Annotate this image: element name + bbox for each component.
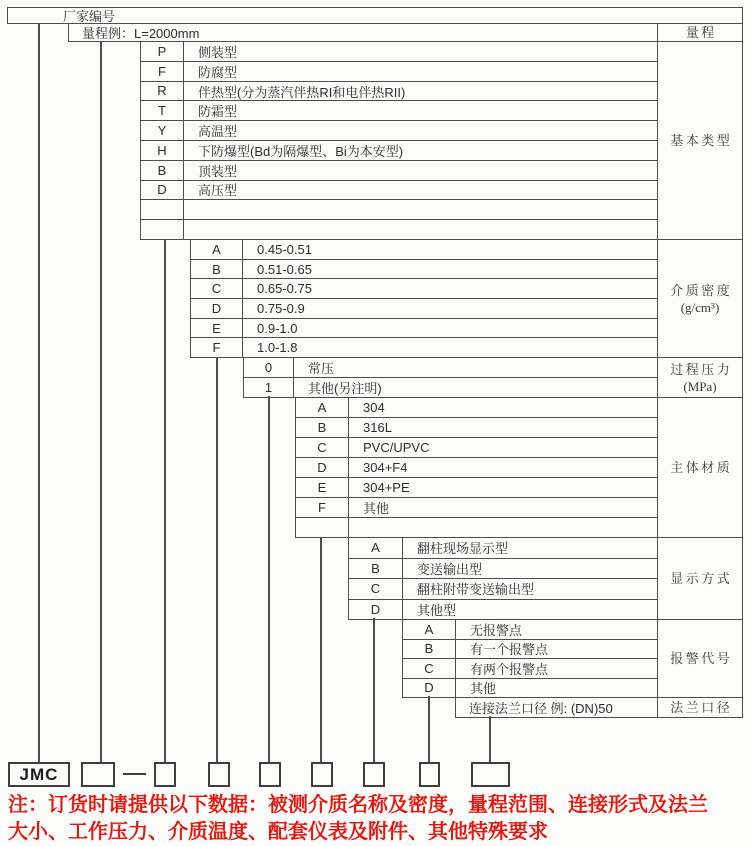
model-code-box-flange: [471, 762, 510, 787]
desc-cell: 304: [363, 400, 385, 415]
table-row: [191, 337, 657, 357]
desc-cell: 其他型: [417, 602, 457, 618]
desc-cell: 翻柱现场显示型: [417, 541, 509, 557]
body-material-label: 主体材质: [657, 398, 742, 537]
table-row: [191, 278, 657, 298]
table-row: [349, 578, 657, 599]
code-cell: A: [349, 538, 403, 558]
connector-line-factory: [38, 23, 40, 763]
range-label: 量程: [657, 24, 742, 41]
code-cell: E: [191, 319, 243, 338]
desc-cell: 防霜型: [198, 104, 238, 120]
separator-dash: [123, 773, 146, 775]
code-cell: B: [296, 418, 349, 437]
desc-cell: PVC/UPVC: [363, 440, 430, 455]
display-mode-table: [348, 537, 743, 620]
model-prefix-box: JMC: [8, 762, 70, 787]
desc-cell: 有一个报警点: [470, 642, 549, 658]
table-row: [141, 61, 657, 81]
table-row: [141, 140, 657, 160]
desc-cell: 316L: [363, 420, 392, 435]
code-cell: B: [403, 640, 456, 659]
table-row: [141, 180, 657, 200]
ordering-note-line2: 大小、工作压力、介质温度、配套仪表及附件、其他特殊要求: [8, 821, 548, 843]
table-row: [403, 620, 657, 639]
table-row: [141, 160, 657, 180]
code-cell: [141, 200, 184, 219]
code-cell: Y: [141, 121, 184, 140]
desc-cell: [184, 200, 198, 219]
table-row: [296, 398, 657, 417]
code-cell: 1: [244, 378, 294, 397]
table-row: [456, 698, 657, 717]
code-cell: D: [349, 600, 403, 620]
code-cell: A: [403, 620, 456, 639]
process-pressure-table: [243, 357, 743, 398]
desc-cell: 无报警点: [470, 622, 523, 638]
basic-type-label: 基本类型: [657, 42, 742, 239]
table-row: [296, 457, 657, 477]
code-cell: H: [141, 141, 184, 160]
connector-line-material: [320, 537, 322, 763]
table-row: [349, 558, 657, 579]
table-row: [244, 377, 657, 397]
desc-cell: 有两个报警点: [470, 661, 549, 677]
desc-cell: 常压: [308, 361, 335, 376]
range-row: [68, 23, 743, 42]
desc-cell: 高温型: [198, 124, 238, 140]
desc-cell: 0.9-1.0: [257, 320, 298, 336]
table-row: [141, 219, 657, 239]
alarm-code-label: 报警代号: [657, 620, 742, 697]
connector-line-flange: [489, 716, 491, 763]
flange-size-text: 连接法兰口径 例: (DN)50: [469, 701, 613, 716]
desc-cell: 侧装型: [198, 44, 238, 60]
table-row: [349, 538, 657, 558]
code-cell: C: [191, 279, 243, 298]
desc-cell: 下防爆型(Bd为隔爆型、Bi为本安型): [198, 143, 404, 159]
model-code-box-density: [208, 762, 230, 787]
table-row: [191, 259, 657, 279]
table-row: [403, 639, 657, 659]
desc-cell: 0.45-0.51: [257, 241, 312, 257]
range-example-text: 量程例：L=2000mm: [82, 26, 200, 41]
desc-cell: 顶装型: [198, 163, 238, 179]
table-row: [141, 199, 657, 219]
model-code-box-pressure: [259, 762, 281, 787]
model-code-box-range: [81, 762, 115, 787]
model-code-box-basic-type: [154, 762, 176, 787]
desc-cell: 0.51-0.65: [257, 261, 312, 277]
flange-size-label: 法兰口径: [657, 698, 742, 717]
connector-line-range: [100, 41, 102, 763]
code-cell: D: [403, 679, 456, 698]
desc-cell: 其他: [470, 681, 497, 697]
code-cell: R: [141, 82, 184, 101]
desc-cell: 0.65-0.75: [257, 281, 312, 297]
connector-line-alarm: [428, 696, 430, 763]
desc-cell: 0.75-0.9: [257, 300, 305, 316]
code-cell: 0: [244, 358, 294, 377]
table-row: [141, 100, 657, 120]
table-row: [296, 417, 657, 437]
connector-line-basic-type: [164, 239, 166, 763]
table-row: [296, 477, 657, 497]
code-cell: D: [141, 181, 184, 200]
process-pressure-label: 过程压力 (MPa): [657, 358, 742, 397]
desc-cell: 304+F4: [363, 460, 408, 475]
desc-cell: 变送输出型: [417, 561, 483, 577]
table-row: [8, 8, 742, 23]
table-row: [191, 240, 657, 259]
connector-line-density: [216, 357, 218, 763]
table-row: [296, 517, 657, 537]
table-row: [349, 599, 657, 620]
desc-cell: 其他: [363, 501, 390, 516]
alarm-code-table: [402, 619, 743, 698]
code-cell: [141, 220, 184, 239]
desc-cell: 其他(另注明): [308, 381, 382, 396]
medium-density-table: [190, 239, 743, 358]
ordering-note-line1: 注：订货时请提供以下数据：被测介质名称及密度，量程范围、连接形式及法兰: [8, 794, 708, 816]
code-cell: B: [349, 559, 403, 579]
basic-type-table: [140, 41, 743, 240]
code-cell: F: [296, 498, 349, 517]
code-cell: E: [296, 478, 349, 497]
code-cell: B: [191, 260, 243, 279]
ordering-note: [8, 792, 748, 846]
model-code-box-alarm: [419, 762, 440, 787]
table-row: [191, 318, 657, 338]
desc-cell: 翻柱附带变送输出型: [417, 582, 535, 598]
code-cell: F: [191, 338, 243, 357]
code-cell: C: [349, 579, 403, 599]
code-cell: C: [403, 659, 456, 678]
table-row: [403, 658, 657, 678]
code-cell: C: [296, 438, 349, 457]
desc-cell: [349, 518, 363, 537]
code-cell: [296, 518, 349, 537]
code-cell: A: [296, 398, 349, 417]
desc-cell: 伴热型(分为蒸汽伴热RI和电伴热RII): [198, 84, 406, 100]
medium-density-label: 介质密度 (g/cm³): [657, 240, 742, 357]
connector-line-display: [373, 618, 375, 763]
table-row: [296, 437, 657, 457]
code-cell: T: [141, 101, 184, 120]
desc-cell: 304+PE: [363, 480, 410, 495]
code-cell: B: [141, 161, 184, 180]
body-material-table: [295, 397, 743, 538]
table-row: [191, 298, 657, 318]
table-row: [244, 358, 657, 377]
connector-line-pressure: [268, 396, 270, 763]
desc-cell: 高压型: [198, 183, 238, 199]
table-row: [141, 120, 657, 140]
code-cell: A: [191, 240, 243, 259]
code-cell: D: [191, 299, 243, 318]
code-cell: D: [296, 458, 349, 477]
table-row: [141, 81, 657, 101]
code-cell: P: [141, 42, 184, 61]
model-code-box-material: [311, 762, 333, 787]
table-row: [69, 24, 657, 41]
display-mode-label: 显示方式: [657, 538, 742, 619]
table-row: [296, 497, 657, 517]
factory-number-text: 厂家编号: [63, 9, 116, 23]
code-cell: F: [141, 62, 184, 81]
table-row: [141, 42, 657, 61]
factory-number-row: [7, 7, 743, 24]
desc-cell: 1.0-1.8: [257, 340, 298, 356]
model-code-box-display: [363, 762, 385, 787]
table-row: [403, 678, 657, 698]
flange-size-row: [455, 697, 743, 718]
desc-cell: 防腐型: [198, 64, 238, 80]
desc-cell: [184, 220, 198, 239]
